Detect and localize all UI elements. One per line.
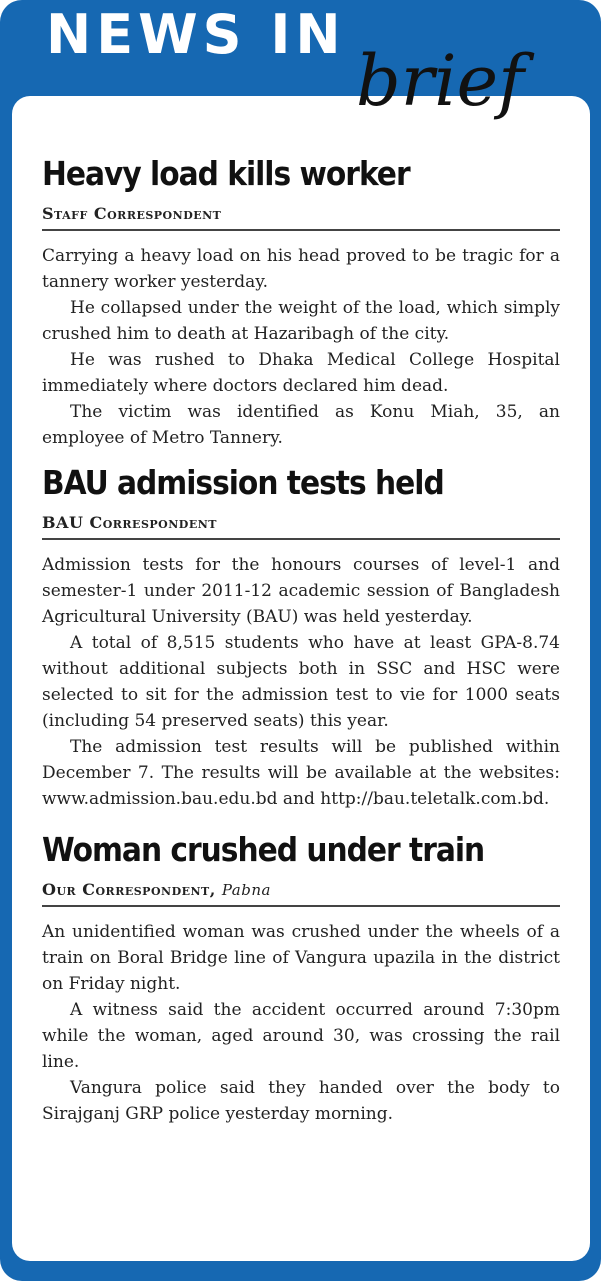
story-paragraph: The victim was identified as Konu Miah, 35, an employee of Metro Tannery. — [42, 402, 560, 448]
byline-place: Pabna — [221, 881, 271, 899]
byline-text: Staff Correspondent — [42, 204, 222, 223]
story-byline — [42, 880, 560, 907]
story-woman-train — [42, 830, 560, 1127]
story-headline: Woman crushed under train — [42, 830, 485, 869]
masthead-title: NEWS IN — [46, 3, 346, 66]
story-paragraph: Carrying a heavy load on his head proved to be tragic for a tannery worker yesterday. — [42, 246, 560, 292]
story-paragraph: The admission test results will be published within December 7. The results will be available at the websites: www.admission.bau.edu.bd and http://bau.teletalk.com.bd. — [42, 737, 560, 809]
story-paragraph: A witness said the accident occurred around 7:30pm while the woman, aged around 30, was crossing the rail line. — [42, 1000, 560, 1072]
content-panel — [12, 96, 590, 1261]
story-paragraph: Vangura police said they handed over the body to Sirajganj GRP police yesterday morning. — [42, 1078, 560, 1124]
story-headline: Heavy load kills worker — [42, 154, 410, 193]
story-heavy-load — [42, 154, 560, 451]
byline-text: Our Correspondent, — [42, 880, 216, 899]
story-paragraph: He was rushed to Dhaka Medical College Hospital immediately where doctors declared him dead. — [42, 350, 560, 396]
story-headline: BAU admission tests held — [42, 463, 444, 502]
story-paragraph: He collapsed under the weight of the load, which simply crushed him to death at Hazaribagh of the city. — [42, 298, 560, 344]
story-paragraph: A total of 8,515 students who have at least GPA-8.74 without additional subjects both in SSC and HSC were selected to sit for the admission test to vie for 1000 seats (including 54 preserved seats) this year. — [42, 633, 560, 731]
story-paragraph: An unidentified woman was crushed under the wheels of a train on Boral Bridge line of Vangura upazila in the district on Friday night. — [42, 922, 560, 994]
story-bau-admission — [42, 463, 560, 812]
masthead-script: brief — [356, 40, 524, 122]
story-byline — [42, 513, 560, 540]
byline-text: BAU Correspondent — [42, 513, 217, 532]
story-byline — [42, 204, 560, 231]
story-paragraph: Admission tests for the honours courses of level-1 and semester-1 under 2011-12 academic session of Bangladesh Agricultural University (BAU) was held yesterday. — [42, 555, 560, 627]
